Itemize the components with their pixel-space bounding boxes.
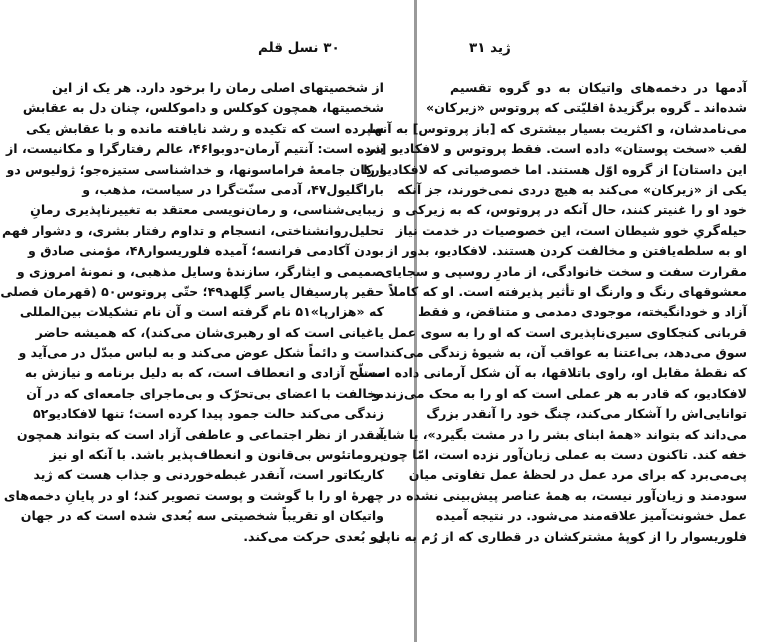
right-page-header: ژید ۳۱ [469,40,511,56]
left-page-text [0,78,384,547]
text-line: از شخصیتهای اصلی رمان را برخود دارد. هر یک از این [51,80,384,95]
text-line: آنقدر از نظر اجتماعی و عاطفی آزاد است که بتواند همچون [16,426,384,442]
text-line: می‌نامدشان، و اکثریت بسیار بیشتری که [باز پروتوس] به آنها [369,120,747,136]
text-line: مقرارت سفت و سخت خانوادگی، از مادرِ روسپی و سجایای [380,263,747,279]
text-line: چهرهٔ او را با گوشت و پوست تصویر کند؛ او در پایانِ دخمه‌های [3,487,384,503]
text-line: لافکادیو، که قادر به هر عملی است که او را به محک می‌زند و [372,385,747,401]
text-line: پی‌می‌برد که برای مرد عمل در لحظهٔ عمل تفاوتی میان [408,467,747,483]
text-line: شده است: آنتیم آرمان-دوبوا۴۶، عالم رفتارگرا و مکانیست، از [6,141,384,157]
text-line: بودن آکادمی فرانسه؛ آمیده فلوریسوار۴۸، مؤمنی صادق و [27,243,384,259]
left-page-header: ۳۰ نسل قلم [258,40,340,56]
text-line: که «هزارپا»۵۱ نام گرفته است و آن نام تشکیلات بین‌المللی [19,304,384,320]
text-line: می‌داند که بتواند «همهٔ ابنای بشر را در مشت بگیرد»، یا شاید [375,426,747,442]
text-line: مخالفت با اعضای بی‌تحرّک و بی‌ماجرای جامعه‌ای که در آن [26,385,384,401]
text-line: یکی از «زیرکان» می‌کند به هیچ دردی نمی‌خورند، جز آنکه [397,181,747,197]
text-line: که نقطهٔ مقابل او، راوی باتلاقها، به آن شکل آرمانی داده است. [355,365,747,381]
text-line: سوق می‌دهد، بی‌اعتنا به عواقب آن، به شیوهٔ زندگی می‌کند [383,345,747,361]
text-line: توانایی‌اش را آشکار می‌کند، چنگ خود را آنقدر بزرگ [426,406,747,422]
text-line: این داستان] از گروه اوّل هستند. اما خصوصیاتی که لافکادیو را [363,161,747,177]
right-page-text [355,78,747,547]
right-page [355,0,774,642]
text-line: کاریکاتور است، آنقدر غبطه‌خوردنی و جذاب هست که ژید [33,467,384,483]
text-line: دو بُعدی حرکت می‌کند. [243,528,384,544]
text-line: حیله‌گریِ خوو شیطان است، این خصوصیات در خدمت نیاز [395,222,747,238]
text-line: یاغیانی است که او رهبری‌شان می‌کند)، که همیشه حاضر [35,324,384,340]
text-line: واتیکان او تقریباً شخصیتی سه بُعدی شده است که در جهان [20,508,384,524]
text-line: سودمند و زیان‌آور نیست، به همهٔ عناصر پیش‌بینی نشده در [388,487,747,503]
text-line: آزاد و خودانگیخته، موجودی دمدمی و متناقض، و فقط [417,304,747,320]
text-line: مسلّح آزادی و انعطاف است، که به دلیل برنامه و نیازش به [24,365,384,381]
text-line: زندگی می‌کند حالت جمود پیدا کرده است؛ تنها لافکادیو۵۲ [32,406,384,422]
text-line: عمل خشونت‌آمیز علاقه‌مند می‌شود. در نتیجه آمیده [435,508,747,524]
text-line: صمیمی و ایثارگر، سازندهٔ وسایل مذهبی، و نمونهٔ امروزی و [16,263,384,279]
text-line: است و دائماً شکل عوض می‌کند و به لباس مبدّل در می‌آید و [18,345,384,361]
text-line: زیبایی‌شناسی، و رمان‌نویسی معتقد به تغییرناپذیری رمانِ [30,202,384,218]
text-line: شده‌اند ـ گروه برگزیدهٔ اقلیّتی که پروتوس «زیرکان» [426,100,747,116]
text-line: حقیر پارسیفال یاسر گِلهد۴۹؛ حتّی پروتوس۵۰ (قهرمان فصلی [0,283,384,299]
text-line: خفه کند. تاکنون دست به عملی زبان‌آور نزده است، امّا چون [380,447,747,463]
text-line: فلوریسوار را از کوپهٔ مشترکشان در قطاری که از رُم به ناپل [374,528,747,544]
text-line: شخصیتها، همچون کوکلس و داموکلس، چنان دل به عقابش [22,100,384,116]
text-line: قربانی کنجکاوی سیری‌ناپذیری است که او را به سوی عمل [387,324,747,340]
text-line: ارکان جامعهٔ فراماسونها، و خداشناسی ستیزه‌جو؛ ژولیوس دو [6,161,384,177]
text-line: سپرده است که تکیده و رشد نایافته مانده و با عقابش یکی [25,120,384,136]
text-line: تحلیل‌روانشناختی، انسجام و تداوم رفتار بشری، و دشوار فهم [2,222,384,238]
text-line: باراگلیول۴۷، آدمی سنّت‌گرا در سیاست، مذهب، و [82,181,384,197]
text-line: لقب «سخت پوستان» داده است. فقط پروتوس و لافکادیو [در [366,141,747,157]
text-line: خود او را غنیتر کنند، حال آنکه در پروتوس، که به زیرکی و [393,202,747,218]
text-line: پروماتئوس بی‌قانون و انعطاف‌پذیر باشد. با آنکه او نیز [49,447,384,463]
text-line: او به سلطه‌یافتن و مخالفت کردن هستند. لافکادیو، بدور از [386,243,747,259]
text-line: معشوقهای رنگ و وارنگ او تأثیر پذیرفته است. او که کاملاً [388,283,747,299]
text-line: آدمها در دخمه‌های واتیکان به دو گروه تقسیم [450,80,747,95]
